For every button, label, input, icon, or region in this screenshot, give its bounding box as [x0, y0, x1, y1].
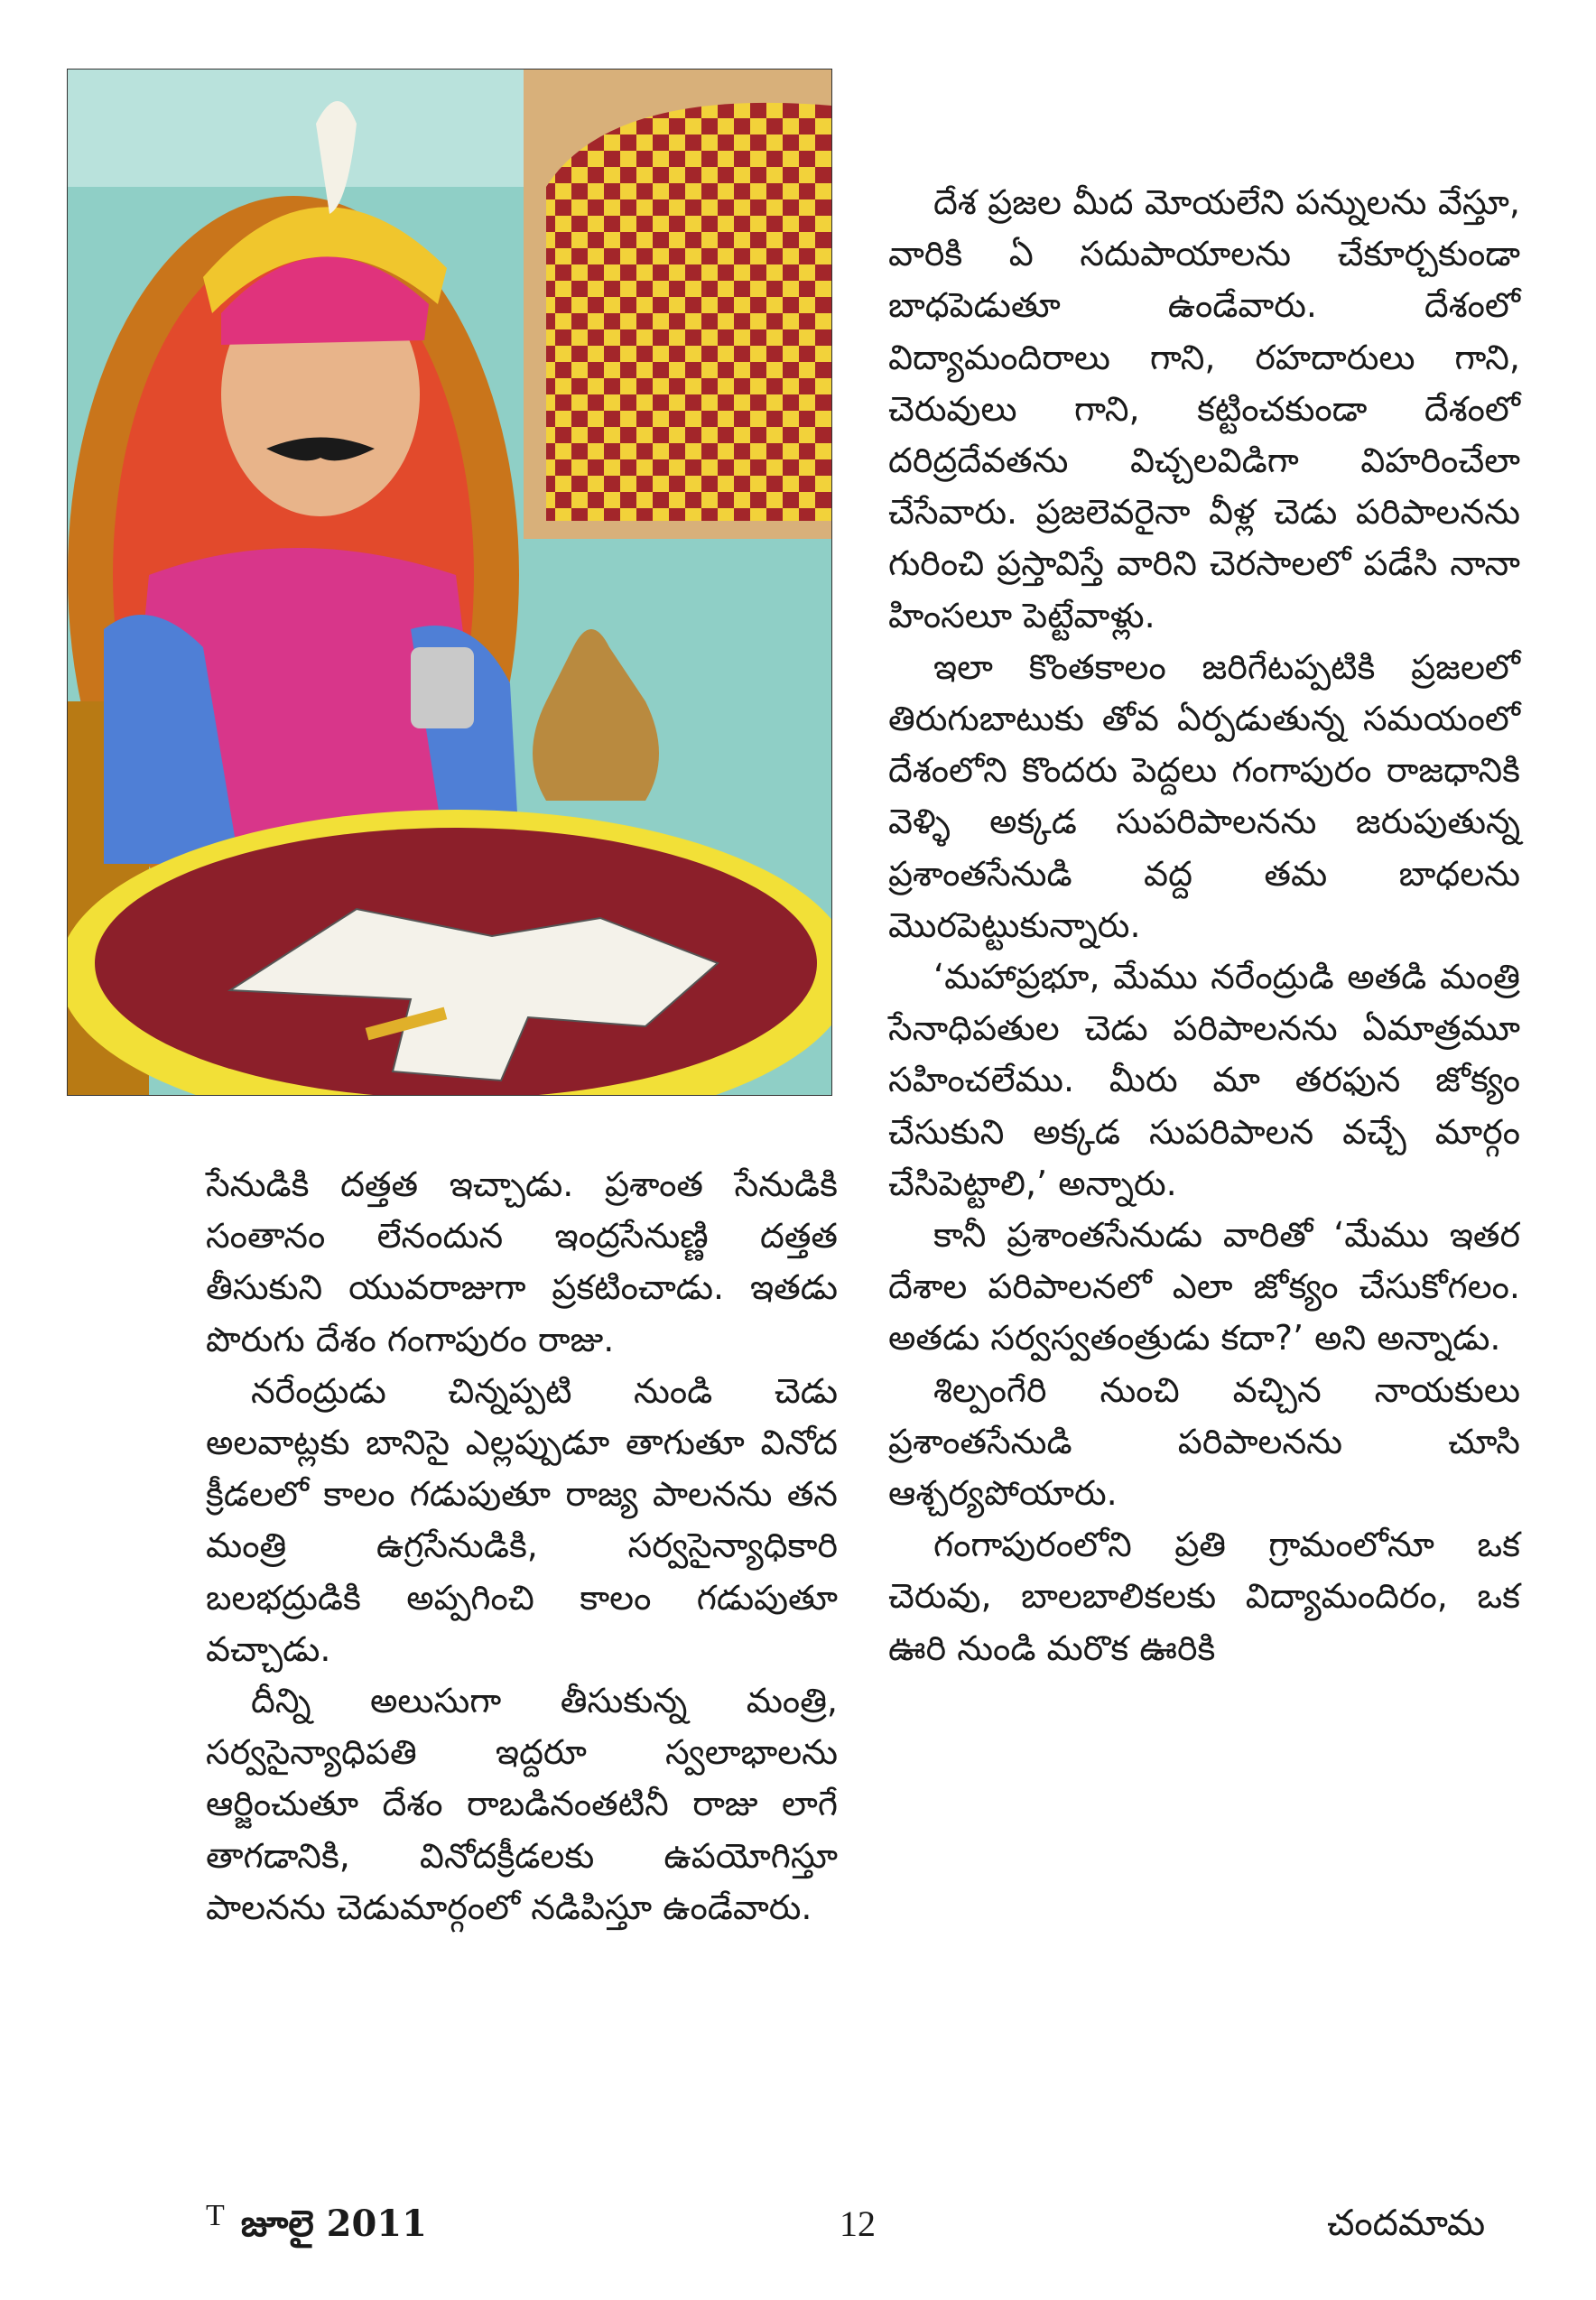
footer-issue [206, 2199, 427, 2254]
issue-date: జూలై 2011 [240, 2203, 427, 2245]
paragraph: ఇలా కొంతకాలం జరిగేటప్పటికి ప్రజలలో తిరుగుబాటుకు తోవ ఏర్పడుతున్న సమయంలో దేశంలోని కొందరు పెద్దలు గంగాపురం రాజధానికి వెళ్ళి అక్కడ సుపరిపాలనను జరుపుతున్న ప్రశాంతసేనుడి వద్ద తమ బాధలను మొరపెట్టుకున్నారు. [888, 646, 1520, 945]
paragraph: ‘మహాప్రభూ, మేము నరేంద్రుడి అతడి మంత్రి సేనాధిపతుల చెడు పరిపాలనను ఏమాత్రమూ సహించలేము. మీరు మా తరఫున జోక్యం చేసుకుని అక్కడ సుపరిపాలన వచ్చే మార్గం చేసిపెట్టాలి,’ అన్నారు. [888, 957, 1520, 1203]
king-playing-board-game-image [68, 70, 831, 1095]
paragraph: శిల్పంగేరి నుంచి వచ్చిన నాయకులు ప్రశాంతసేనుడి పరిపాలనను చూసి ఆశ్చర్యపోయారు. [888, 1369, 1520, 1514]
king-illustration [67, 69, 832, 1096]
left-text-column [206, 1159, 838, 1934]
page-number: 12 [840, 2203, 876, 2244]
paragraph: దీన్ని అలుసుగా తీసుకున్న మంత్రి, సర్వసైన్యాధిపతి ఇద్దరూ స్వలాభాలను ఆర్జించుతూ దేశం రాబడినంతటినీ రాజు లాగే తాగడానికి, వినోదక్రీడలకు ఉపయోగిస్తూ పాలనను చెడుమార్గంలో నడిపిస్తూ ఉండేవారు. [206, 1681, 838, 1927]
right-text-column [888, 177, 1520, 1674]
paragraph: సేనుడికి దత్తత ఇచ్చాడు. ప్రశాంత సేనుడికి సంతానం లేనందున ఇంద్రసేనుణ్ణి దత్తత తీసుకుని యువరాజుగా ప్రకటించాడు. ఇతడు పొరుగు దేశం గంగాపురం రాజు. [206, 1164, 838, 1359]
footer-mark: T [206, 2199, 225, 2232]
magazine-name: చందమామ [1327, 2203, 1486, 2244]
paragraph: దేశ ప్రజల మీద మోయలేని పన్నులను వేస్తూ, వారికి ఏ సదుపాయాలను చేకూర్చకుండా బాధపెడుతూ ఉండేవారు. దేశంలో విద్యామందిరాలు గాని, రహదారులు గాని, చెరువులు గాని, కట్టించకుండా దేశంలో దరిద్రదేవతను విచ్చలవిడిగా విహరించేలా చేసేవారు. ప్రజలెవరైనా వీళ్ల చెడు పరిపాలనను గురించి ప్రస్తావిస్తే వారిని చెరసాలలో పడేసి నానా హింసలూ పెట్టేవాళ్లు. [888, 182, 1520, 635]
paragraph: కానీ ప్రశాంతసేనుడు వారితో ‘మేము ఇతర దేశాల పరిపాలనలో ఎలా జోక్యం చేసుకోగలం. అతడు సర్వస్వతంత్రుడు కదా?’ అని అన్నాడు. [888, 1215, 1520, 1359]
paragraph: నరేంద్రుడు చిన్నప్పటి నుండి చెడు అలవాట్లకు బానిసై ఎల్లప్పుడూ తాగుతూ వినోద క్రీడలలో కాలం గడుపుతూ రాజ్య పాలనను తన మంత్రి ఉగ్రసేనుడికి, సర్వసైన్యాధికారి బలభద్రుడికి అప్పగించి కాలం గడుపుతూ వచ్చాడు. [206, 1370, 838, 1669]
paragraph: గంగాపురంలోని ప్రతి గ్రామంలోనూ ఒక చెరువు, బాలబాలికలకు విద్యామందిరం, ఒక ఊరి నుండి మరొక ఊరికి [888, 1525, 1520, 1668]
